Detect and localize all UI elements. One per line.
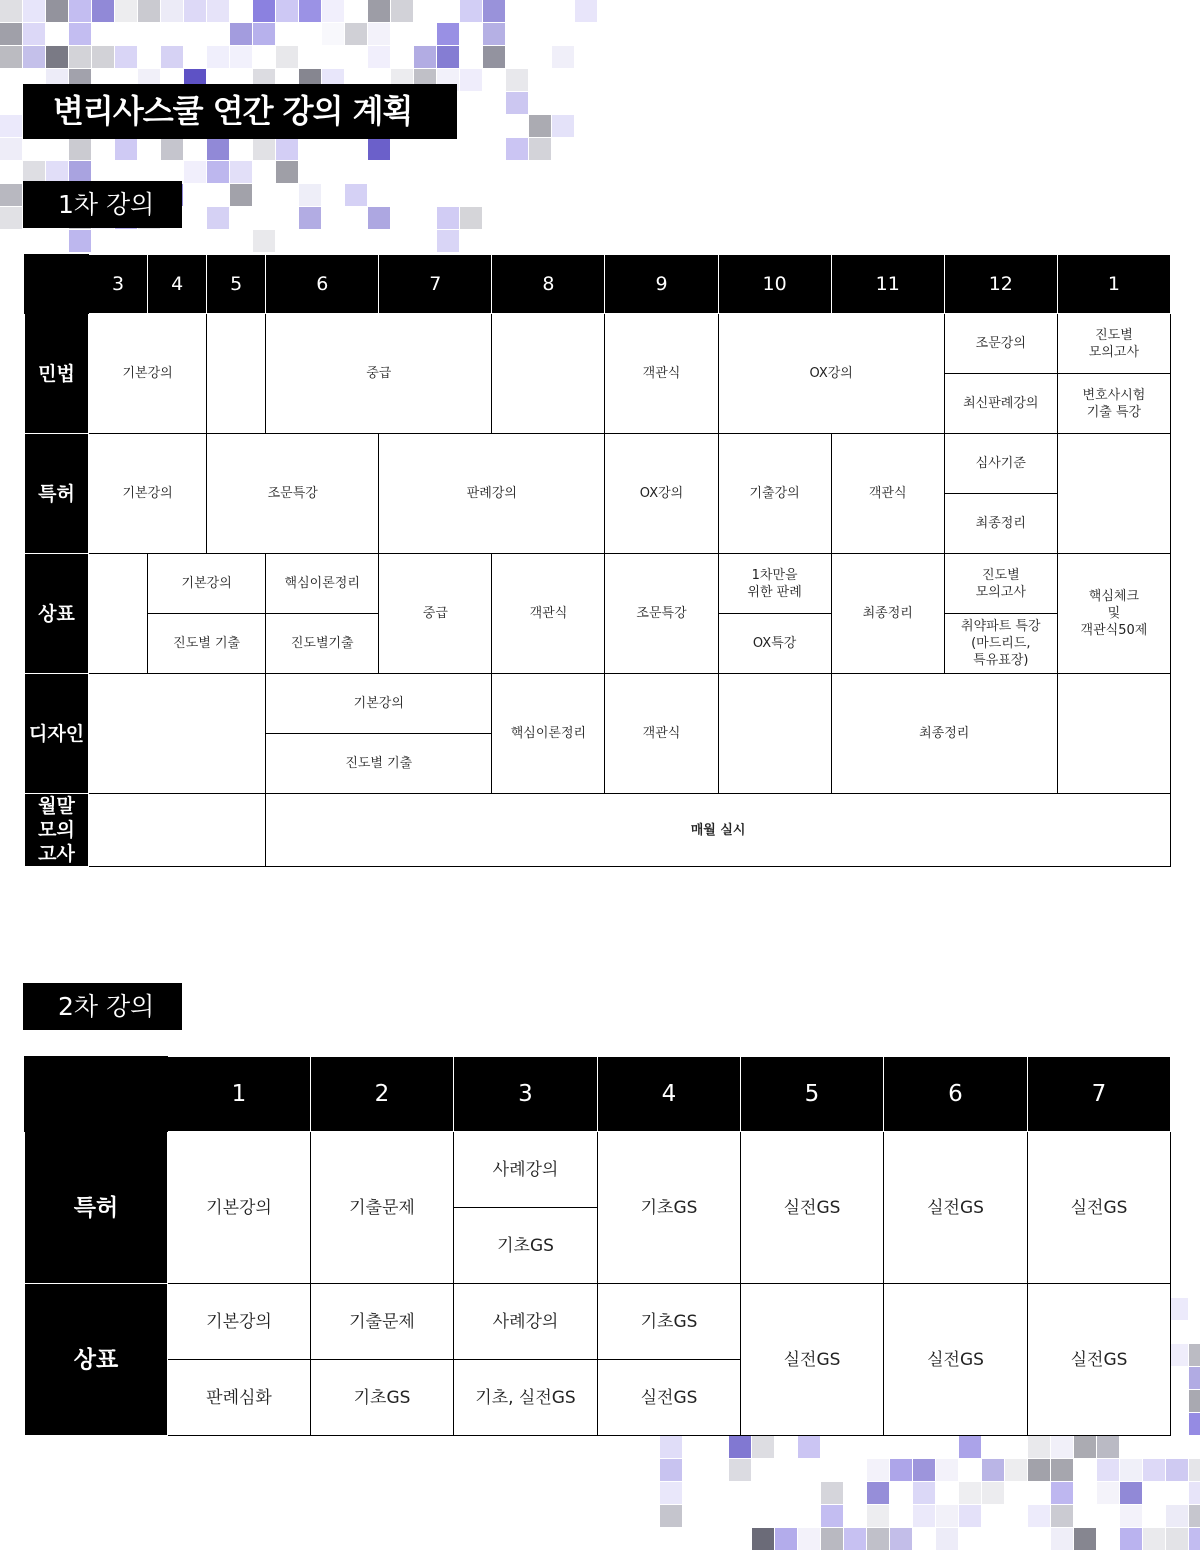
pixel-square (460, 207, 482, 229)
pixel-square (1051, 1528, 1073, 1550)
schedule-cell: 중급 (379, 554, 492, 674)
pixel-square (115, 0, 137, 22)
pixel-square (798, 1436, 820, 1458)
pixel-square (69, 138, 91, 160)
schedule-cell: 기초GS (598, 1284, 741, 1360)
pixel-square (69, 0, 91, 22)
pixel-square (1120, 1505, 1142, 1527)
pixel-square (959, 1505, 981, 1527)
pixel-square (660, 1459, 682, 1481)
month-header: 12 (944, 255, 1057, 314)
empty-cell (89, 794, 266, 867)
trademark-row (25, 1284, 1171, 1360)
schedule-cell: 최종정리 (831, 554, 944, 674)
schedule-cell: 객관식 (831, 434, 944, 554)
pixel-square (660, 1505, 682, 1527)
pixel-square (1189, 1413, 1200, 1435)
pixel-square (207, 207, 229, 229)
schedule-cell: 실전GS (884, 1132, 1028, 1284)
pixel-square (660, 1482, 682, 1504)
pixel-square (959, 1436, 981, 1458)
schedule-cell: 실전GS (1028, 1132, 1171, 1284)
schedule-cell: 진도별 모의고사 (944, 554, 1057, 614)
month-header: 6 (266, 255, 379, 314)
pixel-square (184, 0, 206, 22)
schedule-cell: 1차만을 위한 판례 (718, 554, 831, 614)
pixel-square (69, 46, 91, 68)
schedule-cell: 기본강의 (168, 1284, 311, 1360)
empty-cell (1057, 674, 1170, 794)
pixel-square (276, 46, 298, 68)
pixel-square (867, 1528, 889, 1550)
pixel-square (161, 138, 183, 160)
pixel-square (506, 69, 528, 91)
pixel-square (1097, 1459, 1119, 1481)
pixel-square (1051, 1459, 1073, 1481)
month-header: 9 (605, 255, 718, 314)
pixel-square (1120, 1459, 1142, 1481)
pixel-square (437, 46, 459, 68)
schedule-cell: 기본강의 (148, 554, 266, 614)
pixel-square (0, 46, 22, 68)
month-header: 5 (207, 255, 266, 314)
schedule-cell: OX강의 (605, 434, 718, 554)
schedule-cell: 취약파트 특강 (마드리드, 특유표장) (944, 614, 1057, 674)
pixel-square (276, 161, 298, 183)
section-2-label: 2차 강의 (23, 983, 182, 1030)
schedule-cell: 기출문제 (311, 1284, 454, 1360)
pixel-square (483, 46, 505, 68)
pixel-square (752, 1436, 774, 1458)
patent-row (25, 434, 1171, 494)
schedule-cell: 진도별 기출 (266, 734, 492, 794)
design-row-header: 디자인 (25, 674, 89, 794)
pixel-square (391, 0, 413, 22)
page-title: 변리사스쿨 연간 강의 계획 (23, 84, 457, 139)
pixel-square (437, 230, 459, 252)
pixel-square (982, 1459, 1004, 1481)
pixel-square (1028, 1505, 1050, 1527)
pixel-square (1051, 1436, 1073, 1458)
pixel-square (1028, 1459, 1050, 1481)
pixel-square (1166, 1528, 1188, 1550)
pixel-square (276, 0, 298, 22)
first-stage-schedule-table (24, 254, 1171, 867)
pixel-square (1189, 1482, 1200, 1504)
schedule-cell: 진도별 기출 (148, 614, 266, 674)
month-header: 5 (741, 1057, 884, 1132)
pixel-square (821, 1482, 843, 1504)
pixel-square (207, 46, 229, 68)
pixel-square (230, 161, 252, 183)
schedule-cell: 객관식 (605, 674, 718, 794)
pixel-square (161, 0, 183, 22)
pixel-square (844, 1528, 866, 1550)
pixel-square (69, 23, 91, 45)
schedule-cell: 기초GS (598, 1132, 741, 1284)
pixel-square (0, 0, 22, 22)
schedule-cell: 기본강의 (168, 1132, 311, 1284)
pixel-square (299, 207, 321, 229)
schedule-cell: OX특강 (718, 614, 831, 674)
schedule-cell: 객관식 (605, 314, 718, 434)
pixel-square (1189, 1505, 1200, 1527)
pixel-square (230, 46, 252, 68)
pixel-square (1166, 1505, 1188, 1527)
pixel-square (1028, 1436, 1050, 1458)
pixel-square (184, 161, 206, 183)
pixel-square (46, 0, 68, 22)
schedule-cell: 기출문제 (311, 1132, 454, 1284)
pixel-square (552, 46, 574, 68)
schedule-cell: 기출강의 (718, 434, 831, 554)
pixel-square (460, 69, 482, 91)
pixel-square (821, 1505, 843, 1527)
pixel-square (867, 1505, 889, 1527)
schedule-cell: 중급 (266, 314, 492, 434)
month-header: 2 (311, 1057, 454, 1132)
pixel-square (23, 161, 45, 183)
pixel-square (0, 138, 22, 160)
pixel-square (0, 184, 22, 206)
pixel-square (483, 23, 505, 45)
pixel-square (437, 207, 459, 229)
pixel-square (936, 1505, 958, 1527)
schedule-cell: 핵심체크 및 객관식50제 (1057, 554, 1170, 674)
schedule-cell: 진도별 모의고사 (1057, 314, 1170, 374)
pixel-square (115, 46, 137, 68)
pixel-square (1074, 1436, 1096, 1458)
pixel-square (207, 161, 229, 183)
pixel-square (1097, 1436, 1119, 1458)
schedule-cell: 최종정리 (831, 674, 1057, 794)
pixel-square (798, 1528, 820, 1550)
month-header: 1 (168, 1057, 311, 1132)
pixel-square (368, 138, 390, 160)
empty-cell (492, 314, 605, 434)
header-corner (25, 1057, 168, 1132)
schedule-cell: 조문강의 (944, 314, 1057, 374)
schedule-cell: 기초GS (311, 1360, 454, 1436)
pixel-square (46, 161, 68, 183)
pixel-square (138, 0, 160, 22)
empty-cell (207, 314, 266, 434)
pixel-square (23, 23, 45, 45)
month-header-row (25, 1057, 1171, 1132)
monthly-mock-row-header: 월말 모의 고사 (25, 794, 89, 867)
pixel-square (936, 1528, 958, 1550)
pixel-square (69, 161, 91, 183)
pixel-square (23, 0, 45, 22)
pixel-square (299, 184, 321, 206)
schedule-cell: 실전GS (1028, 1284, 1171, 1436)
schedule-cell: 실전GS (741, 1284, 884, 1436)
pixel-square (752, 1528, 774, 1550)
month-header: 3 (89, 255, 148, 314)
pixel-square (867, 1459, 889, 1481)
schedule-cell: 사례강의 (454, 1284, 598, 1360)
pixel-square (368, 23, 390, 45)
trademark-row-header: 상표 (25, 554, 89, 674)
pixel-square (207, 0, 229, 22)
schedule-cell: 기본강의 (266, 674, 492, 734)
section-1-label: 1차 강의 (23, 181, 182, 228)
pixel-square (253, 138, 275, 160)
pixel-square (1189, 1367, 1200, 1389)
pixel-square (92, 46, 114, 68)
month-header: 7 (1028, 1057, 1171, 1132)
pixel-square (92, 0, 114, 22)
schedule-cell: 기본강의 (89, 434, 207, 554)
pixel-square (345, 184, 367, 206)
pixel-square (437, 23, 459, 45)
pixel-square (230, 184, 252, 206)
pixel-square (913, 1482, 935, 1504)
pixel-square (368, 207, 390, 229)
pixel-square (230, 23, 252, 45)
month-header: 6 (884, 1057, 1028, 1132)
pixel-square (775, 1528, 797, 1550)
pixel-square (821, 1528, 843, 1550)
pixel-square (506, 92, 528, 114)
schedule-cell: 매월 실시 (266, 794, 1171, 867)
pixel-square (207, 138, 229, 160)
schedule-cell: 실전GS (741, 1132, 884, 1284)
schedule-cell: 변호사시험 기출 특강 (1057, 374, 1170, 434)
patent-row (25, 1132, 1171, 1208)
schedule-cell: 최종정리 (944, 494, 1057, 554)
schedule-cell: 조문특강 (207, 434, 379, 554)
schedule-cell: 기본강의 (89, 314, 207, 434)
schedule-cell: 판례강의 (379, 434, 605, 554)
pixel-square (1189, 1390, 1200, 1412)
pixel-square (729, 1436, 751, 1458)
pixel-square (982, 1482, 1004, 1504)
patent-row-header: 특허 (25, 1132, 168, 1284)
pixel-square (1143, 1459, 1165, 1481)
month-header: 3 (454, 1057, 598, 1132)
pixel-square (529, 138, 551, 160)
trademark-row (25, 554, 1171, 614)
pixel-square (414, 46, 436, 68)
pixel-square (0, 23, 22, 45)
pixel-square (1074, 1528, 1096, 1550)
pixel-square (1051, 1482, 1073, 1504)
schedule-cell: 최신판례강의 (944, 374, 1057, 434)
header-corner (25, 255, 89, 314)
pixel-square (1143, 1528, 1165, 1550)
month-header: 4 (598, 1057, 741, 1132)
schedule-cell: 조문특강 (605, 554, 718, 674)
pixel-square (46, 46, 68, 68)
pixel-square (460, 0, 482, 22)
empty-cell (89, 674, 266, 794)
pixel-square (0, 115, 22, 137)
schedule-cell: 기초GS (454, 1208, 598, 1284)
pixel-square (0, 207, 22, 229)
pixel-square (529, 115, 551, 137)
pixel-square (1051, 1505, 1073, 1527)
pixel-square (1166, 1459, 1188, 1481)
pixel-square (890, 1528, 912, 1550)
pixel-square (322, 0, 344, 22)
schedule-cell: 진도별기출 (266, 614, 379, 674)
pixel-square (322, 23, 344, 45)
schedule-cell: OX강의 (718, 314, 944, 434)
pixel-square (368, 46, 390, 68)
month-header: 8 (492, 255, 605, 314)
schedule-cell: 사례강의 (454, 1132, 598, 1208)
second-stage-schedule-table (24, 1056, 1171, 1436)
pixel-square (890, 1459, 912, 1481)
month-header: 11 (831, 255, 944, 314)
month-header: 4 (148, 255, 207, 314)
pixel-square (575, 0, 597, 22)
schedule-cell: 심사기준 (944, 434, 1057, 494)
pixel-square (552, 115, 574, 137)
patent-row-header: 특허 (25, 434, 89, 554)
pixel-square (1189, 1459, 1200, 1481)
pixel-square (867, 1482, 889, 1504)
pixel-square (161, 46, 183, 68)
pixel-square (1120, 1482, 1142, 1504)
pixel-square (253, 0, 275, 22)
civil-law-row-header: 민법 (25, 314, 89, 434)
schedule-cell: 판례심화 (168, 1360, 311, 1436)
civil-law-row (25, 314, 1171, 374)
pixel-square (345, 23, 367, 45)
pixel-square (506, 138, 528, 160)
pixel-square (299, 0, 321, 22)
pixel-square (1189, 1528, 1200, 1550)
schedule-cell: 핵심이론정리 (266, 554, 379, 614)
pixel-square (913, 1505, 935, 1527)
pixel-square (913, 1459, 935, 1481)
schedule-cell: 기초, 실전GS (454, 1360, 598, 1436)
pixel-square (660, 1436, 682, 1458)
empty-cell (1057, 434, 1170, 554)
pixel-square (1005, 1459, 1027, 1481)
schedule-cell: 실전GS (598, 1360, 741, 1436)
pixel-square (1189, 1344, 1200, 1366)
pixel-square (276, 138, 298, 160)
empty-cell (89, 554, 148, 674)
pixel-square (69, 230, 91, 252)
trademark-row-header: 상표 (25, 1284, 168, 1436)
month-header-row (25, 255, 1171, 314)
month-header: 7 (379, 255, 492, 314)
schedule-cell: 실전GS (884, 1284, 1028, 1436)
pixel-square (253, 230, 275, 252)
pixel-square (959, 1482, 981, 1504)
empty-cell (718, 674, 831, 794)
schedule-cell: 핵심이론정리 (492, 674, 605, 794)
pixel-square (729, 1459, 751, 1481)
schedule-cell: 객관식 (492, 554, 605, 674)
pixel-square (115, 138, 137, 160)
month-header: 1 (1057, 255, 1170, 314)
month-header: 10 (718, 255, 831, 314)
pixel-square (1097, 1482, 1119, 1504)
pixel-square (1120, 1528, 1142, 1550)
pixel-square (936, 1459, 958, 1481)
pixel-square (368, 0, 390, 22)
pixel-square (483, 0, 505, 22)
pixel-square (23, 46, 45, 68)
pixel-square (253, 23, 275, 45)
design-row (25, 674, 1171, 734)
